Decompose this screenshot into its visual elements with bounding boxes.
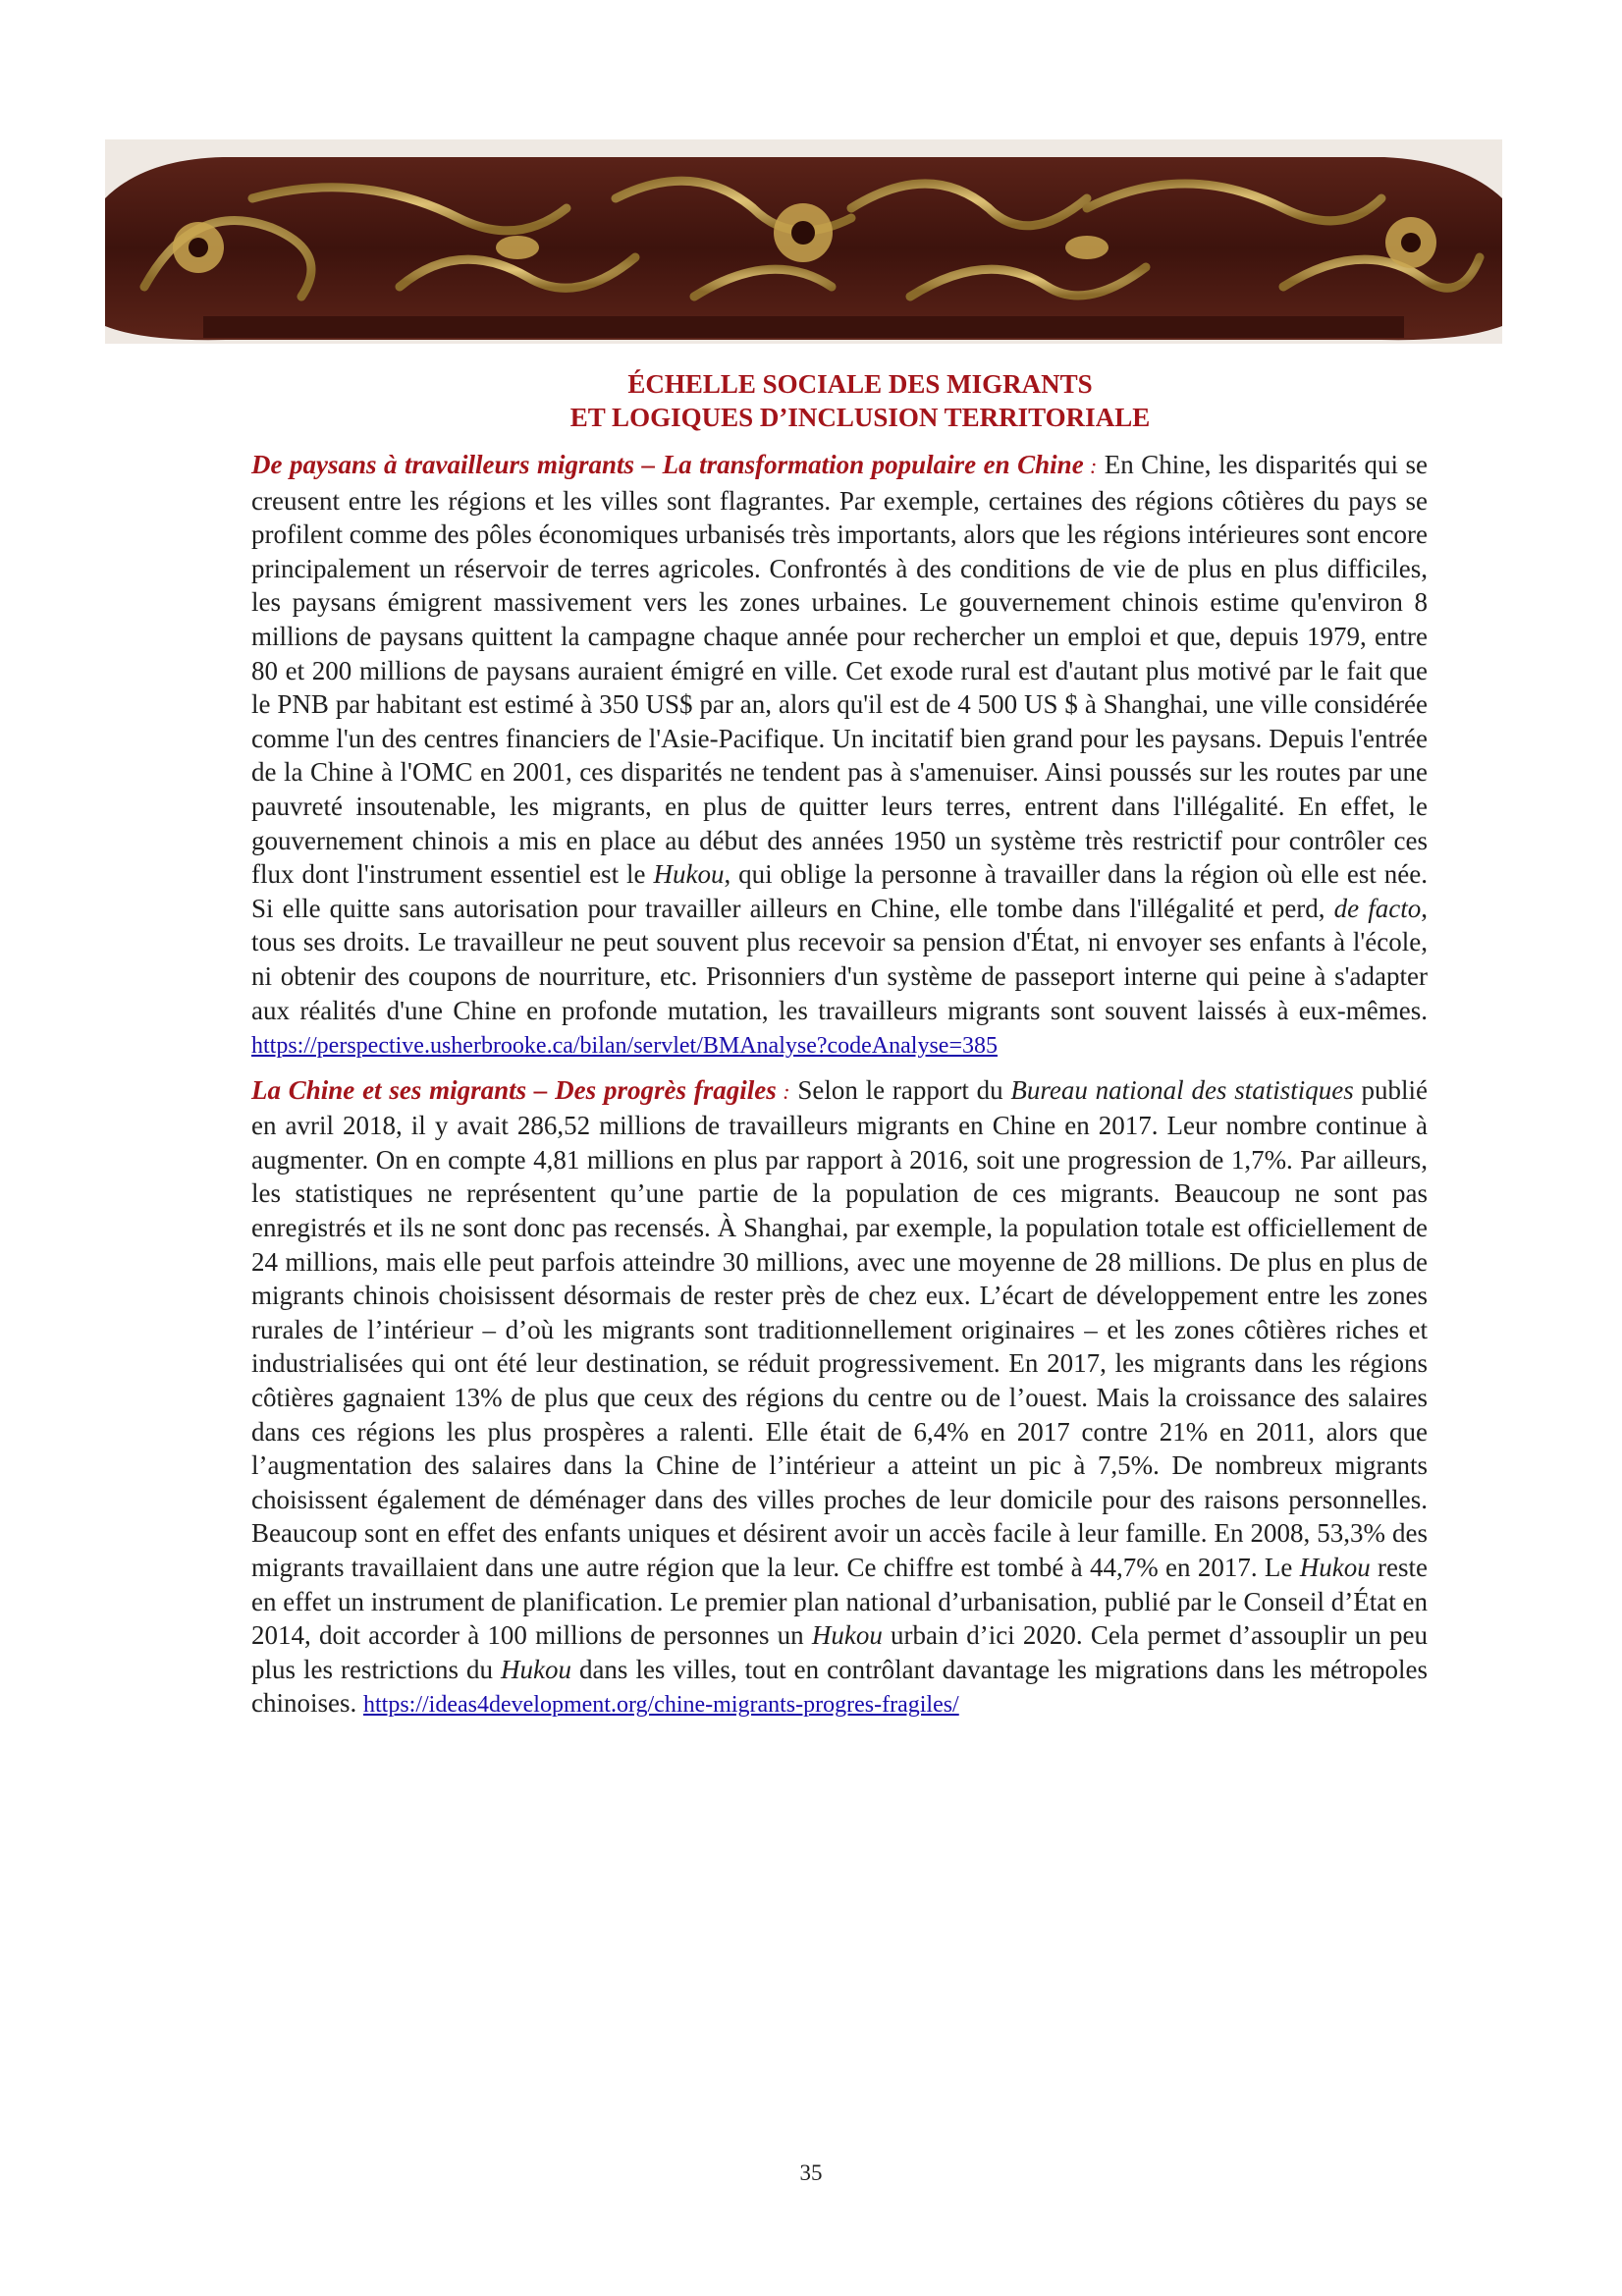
title-line-2: ET LOGIQUES D’INCLUSION TERRITORIALE (569, 403, 1151, 432)
article-body (251, 448, 1428, 1732)
paragraph-paysans-migrants (251, 448, 1428, 1064)
source-link-usherbrooke[interactable]: https://perspective.usherbrooke.ca/bilan/servlet/BMAnalyse?codeAnalyse=385 (251, 1033, 998, 1060)
paragraph-chine-migrants (251, 1073, 1428, 1722)
section1-text-2: , qui oblige la personne à travailler dans la région où elle est née. Si elle quitte sans autorisation pour travailler ailleurs en Chine, elle tombe dans l'illégalité et perd, (251, 859, 1428, 923)
section2-text-4: urbain d’ici 2020. Cela permet d’assouplir un peu plus les restrictions du (251, 1620, 1428, 1684)
section2-hukou-term-1: Hukou (1299, 1553, 1371, 1582)
page-title (251, 367, 1469, 434)
source-link-ideas4development[interactable]: https://ideas4development.org/chine-migrants-progres-fragiles/ (363, 1692, 959, 1719)
section1-text-3: , tous ses droits. Le travailleur ne peut souvent plus recevoir sa pension d'État, ni envoyer ses enfants à l'école, ni obtenir des coupons de nourriture, etc. Prisonniers d'un système de passeport interne qui peine à s'adapter aux réalités d'une Chine en profonde mutation, les travailleurs migrants sont souvent laissés à eux-mêmes. (251, 893, 1428, 1025)
section1-hukou-term: Hukou (653, 859, 725, 890)
section2-hukou-term-3: Hukou (500, 1654, 571, 1684)
page-number: 35 (799, 2160, 823, 2185)
carved-wood-banner-image (105, 139, 1502, 344)
section1-separator: : (1083, 454, 1098, 478)
section1-text-1: En Chine, les disparités qui se creusent entre les régions et les villes sont flagrantes. Par exemple, certaines des régions côtières du pays se profilent comme des pôles économiques urbanisés très importants, alors que les régions intérieures sont encore principalement un réservoir de terres agricoles. Confrontés à des conditions de vie de plus en plus difficiles, les paysans émigrent massivement vers les zones urbaines. Le gouvernement chinois estime qu'environ 8 millions de paysans quittent la campagne chaque année pour rechercher un emploi et que, depuis 1979, entre 80 et 200 millions de paysans auraient émigré en ville. Cet exode rural est d'autant plus motivé par le fait que le PNB par habitant est estimé à 350 US$ par an, alors qu'il est de 4 500 US $ à Shanghai, une ville considérée comme l'un des centres financiers de l'Asie-Pacifique. Un incitatif bien grand pour les paysans. Depuis l'entrée de la Chine à l'OMC en 2001, ces disparités ne tendent pas à s'amenuiser. Ainsi poussés sur les routes par une pauvreté insoutenable, les migrants, en plus de quitter leurs terres, entrent dans l'illégalité. En effet, le gouvernement chinois a mis en place au début des années 1950 un système très restrictif pour contrôler ces flux dont l'instrument essentiel est le (251, 450, 1429, 890)
section2-hukou-term-2: Hukou (811, 1620, 883, 1651)
title-line-1: ÉCHELLE SOCIALE DES MIGRANTS (627, 369, 1093, 399)
section2-text-5: dans les villes, tout en contrôlant davantage les migrations dans les métropoles chinoises. (251, 1654, 1428, 1719)
section1-lead: De paysans à travailleurs migrants – La transformation populaire en Chine (251, 450, 1084, 479)
section2-lead: La Chine et ses migrants – Des progrès fragiles (251, 1074, 777, 1105)
section2-text-3: reste en effet un instrument de planification. Le premier plan national d’urbanisation, publié par le Conseil d’État en 2014, doit accorder à 100 millions de personnes un (251, 1553, 1429, 1651)
carved-wood-illustration (105, 139, 1502, 344)
section2-text-2: publié en avril 2018, il y avait 286,52 millions de travailleurs migrants en Chine en 2017. Leur nombre continue à augmenter. On en compte 4,81 millions en plus par rapport à 2016, soit une progression de 1,7%. Par ailleurs, les statistiques ne représentent qu’une partie de la population de ces migrants. Beaucoup ne sont pas enregistrés et ils ne sont donc pas recensés. À Shanghai, par exemple, la population totale est officiellement de 24 millions, mais elle peut parfois atteindre 30 millions, avec une moyenne de 28 millions. De plus en plus de migrants chinois choisissent désormais de rester près de chez eux. L’écart de développement entre les zones rurales de l’intérieur – d’où les migrants sont traditionnellement originaires – et les zones côtières riches et industrialisées qui ont été leur destination, se réduit progressivement. En 2017, les migrants dans les régions côtières gagnaient 13% de plus que ceux des régions du centre ou de l’ouest. Mais la croissance des salaires dans ces régions les plus prospères a ralenti. Elle était de 6,4% en 2017 contre 21% en 2011, alors que l’augmentation des salaires dans la Chine de l’intérieur a atteint un pic à 7,5%. De nombreux migrants choisissent également de déménager dans des villes proches de leur domicile pour des raisons personnelles. Beaucoup sont en effet des enfants uniques et désirent avoir un accès facile à leur famille. En 2008, 53,3% des migrants travaillaient dans une autre région que la leur. Ce chiffre est tombé à 44,7% en 2017. Le (251, 1074, 1428, 1582)
section2-separator: : (776, 1078, 790, 1104)
section2-text-1: Selon le rapport du (789, 1074, 1011, 1105)
section2-bureau-term: Bureau national des statistiques (1010, 1074, 1354, 1105)
section1-de-facto-term: de facto (1333, 893, 1422, 923)
